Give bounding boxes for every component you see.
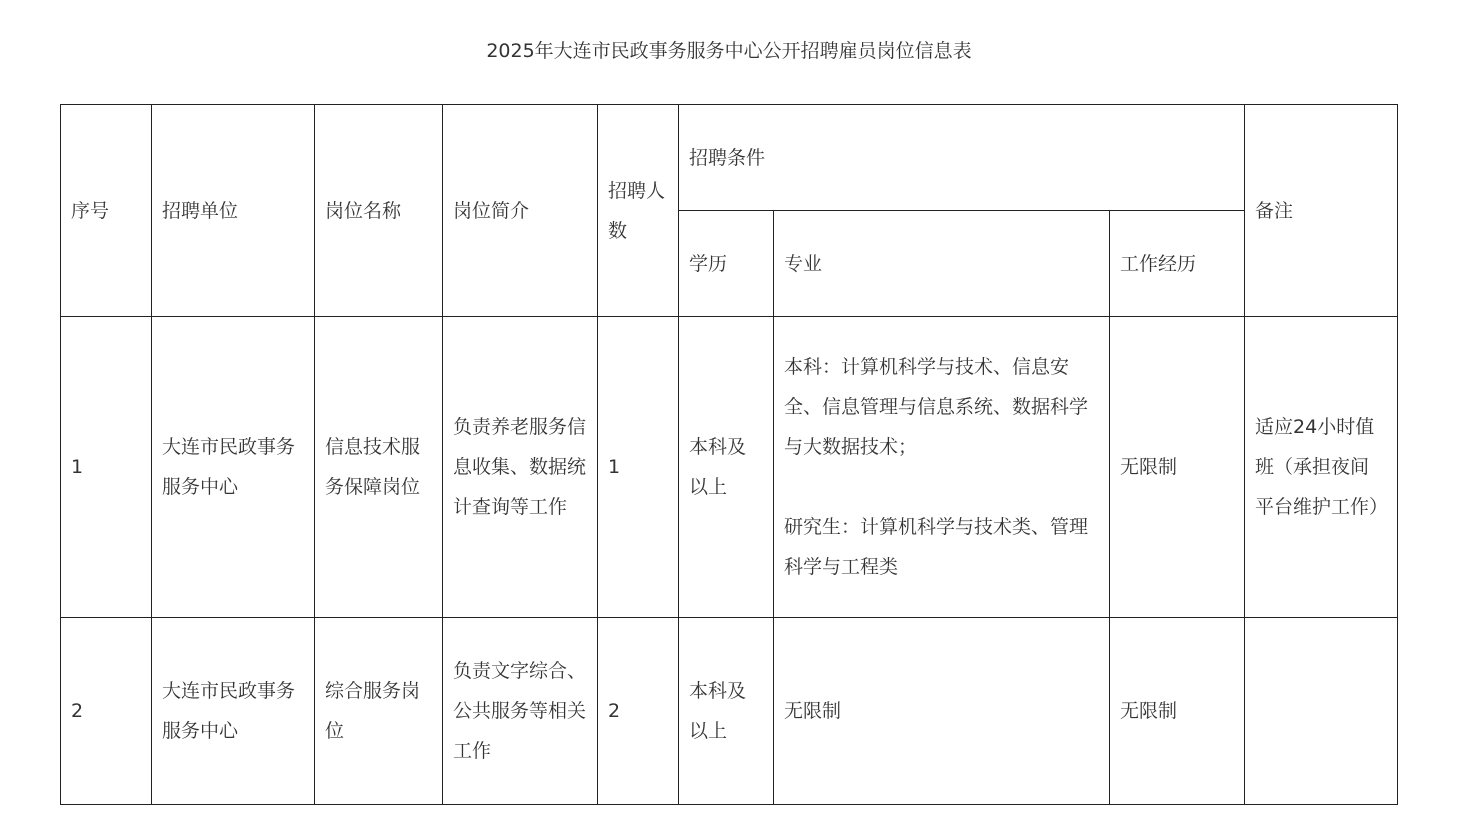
header-position: 岗位名称 xyxy=(315,105,443,317)
cell-seq: 1 xyxy=(61,317,152,618)
cell-unit: 大连市民政事务服务中心 xyxy=(152,618,315,805)
header-education: 学历 xyxy=(679,211,774,317)
table-row xyxy=(61,317,1398,618)
cell-position: 信息技术服务保障岗位 xyxy=(315,317,443,618)
cell-experience: 无限制 xyxy=(1110,317,1245,618)
header-experience: 工作经历 xyxy=(1110,211,1245,317)
cell-description: 负责文字综合、公共服务等相关工作 xyxy=(443,618,598,805)
cell-major: 无限制 xyxy=(774,618,1110,805)
header-seq: 序号 xyxy=(61,105,152,317)
cell-unit: 大连市民政事务服务中心 xyxy=(152,317,315,618)
header-remarks: 备注 xyxy=(1245,105,1398,317)
cell-education: 本科及以上 xyxy=(679,317,774,618)
page-title: 2025年大连市民政事务服务中心公开招聘雇员岗位信息表 xyxy=(486,40,972,62)
table-row xyxy=(61,618,1398,805)
header-count: 招聘人数 xyxy=(598,105,679,317)
cell-seq: 2 xyxy=(61,618,152,805)
header-row-1 xyxy=(61,105,1398,211)
cell-education: 本科及以上 xyxy=(679,618,774,805)
header-conditions: 招聘条件 xyxy=(679,105,1245,211)
cell-experience: 无限制 xyxy=(1110,618,1245,805)
job-info-table xyxy=(60,104,1398,805)
cell-count: 2 xyxy=(598,618,679,805)
cell-count: 1 xyxy=(598,317,679,618)
header-description: 岗位简介 xyxy=(443,105,598,317)
cell-description: 负责养老服务信息收集、数据统计查询等工作 xyxy=(443,317,598,618)
cell-remarks: 适应24小时值班（承担夜间平台维护工作） xyxy=(1245,317,1398,618)
cell-remarks xyxy=(1245,618,1398,805)
header-unit: 招聘单位 xyxy=(152,105,315,317)
header-major: 专业 xyxy=(774,211,1110,317)
cell-major: 本科：计算机科学与技术、信息安全、信息管理与信息系统、数据科学与大数据技术； 研究生：计算机科学与技术类、管理科学与工程类 xyxy=(774,317,1110,618)
cell-position: 综合服务岗位 xyxy=(315,618,443,805)
